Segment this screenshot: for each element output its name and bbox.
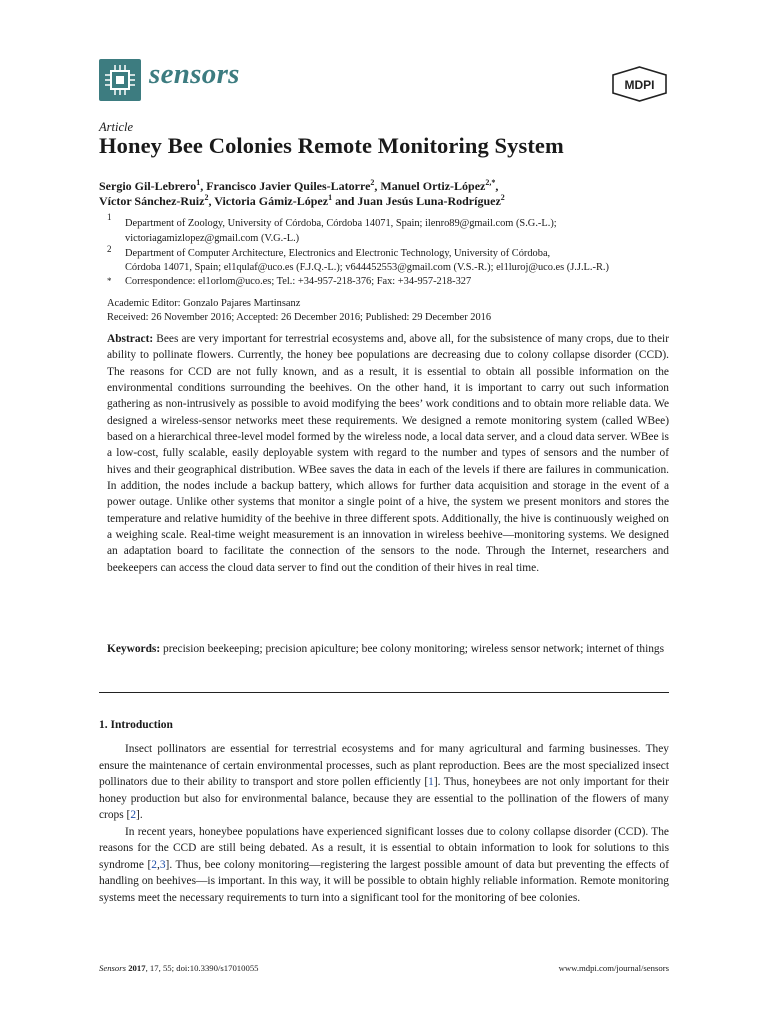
author-affiliation-mark: 2 bbox=[370, 178, 375, 187]
abstract-text: Bees are very important for terrestrial ecosystems and, above all, for the subsistence of many crops, due to their ability to pollinate flowers. Currently, the honey bee populations are decreasing due to colony collapse disorder (CCD). The reasons for CCD are not fully known, and as a result, it is essential to obtain all possible information on the environmental conditions surrounding the beehives. On the other hand, it is important to carry out such information gathering as non-intrusively as possible to avoid modifying the bees’ work conditions and to obtain more reliable data. We designed a wireless-sensor networks meet these requirements. We designed a remote monitoring system (called WBee) based on a hierarchical three-level model formed by the wireless node, a local data server, and a cloud data server. WBee is a low-cost, fully scalable, easily deployable system with regard to the number and types of sensors and the number of hives and their geographical distribution. WBee saves the data in each of the levels if there are failures in communication. In addition, the nodes include a backup battery, which allows for further data acquisition and storage in the event of a power outage. Unlike other systems that monitor a single point of a hive, the system we present monitors and stores the temperature and relative humidity of the beehive in three different spots. Additionally, the hive is continuously weighed on a weighing scale. Real-time weight measurement is an innovation in wireless beehive—monitoring systems. We designed an adaptation board to facilitate the connection of the sensors to the node. Through the Internet, researchers and beekeepers can access the cloud data server to find out the condition of their hives in real time. bbox=[107, 333, 669, 574]
footer-doi: , 17, 55; doi:10.3390/s17010055 bbox=[145, 963, 259, 973]
section-heading: 1. Introduction bbox=[99, 719, 173, 731]
paragraph-text: In recent years, honeybee populations have experienced significant losses due to colony collapse disorder (CCD). The reasons for the CCD are still being debated. As a result, it is essential to obtain information to look for solutions to this syndrome [ bbox=[99, 825, 669, 871]
paragraph-text: Insect pollinators are essential for terrestrial ecosystems and for many agricultural and farming businesses. They ensure the maintenance of certain environmental processes, such as plant reproduction. Bees are the most specialized insect pollinators due to their ability to transport and store pollen efficiently [ bbox=[99, 743, 669, 788]
affiliation-line: victoriagamizlopez@gmail.com (V.G.-L.) bbox=[125, 233, 300, 244]
author-affiliation-mark: 2 bbox=[500, 193, 505, 202]
author-name: Víctor Sánchez-Ruiz bbox=[99, 194, 205, 208]
author-affiliation-mark: 2 bbox=[204, 193, 209, 202]
academic-editor: Academic Editor: Gonzalo Pajares Martinsanz bbox=[107, 298, 301, 309]
author-line-1 bbox=[99, 178, 498, 194]
divider bbox=[99, 692, 669, 693]
keywords-label: Keywords: bbox=[107, 643, 161, 655]
publication-dates: Received: 26 November 2016; Accepted: 26 December 2016; Published: 29 December 2016 bbox=[107, 312, 492, 323]
paragraph-text: ]. Thus, honeybees are not only important for their honey production but also for environmental balance, because they are essential to the pollination of the flowers of many crops [ bbox=[99, 776, 669, 821]
affiliation-line: Department of Zoology, University of Córdoba, Córdoba 14071, Spain; ilenro89@gmail.com (S.G.-L.); bbox=[125, 218, 557, 229]
footer-url[interactable]: www.mdpi.com/journal/sensors bbox=[558, 963, 669, 973]
author-name: , Victoria Gámiz-López bbox=[208, 194, 329, 208]
citation-separator: , bbox=[156, 858, 160, 871]
author-affiliation-mark: 2,* bbox=[485, 178, 496, 187]
abstract-label: Abstract: bbox=[107, 333, 154, 345]
abstract bbox=[107, 331, 669, 576]
citation-link[interactable]: 1 bbox=[428, 776, 434, 788]
article-type: Article bbox=[99, 120, 134, 134]
author-affiliation-mark: 1 bbox=[328, 193, 333, 202]
journal-logo-icon bbox=[99, 59, 141, 101]
affiliation-line: Córdoba 14071, Spain; el1qulaf@uco.es (F.J.Q.-L.); v644452553@gmail.com (V.S.-R.); el1luroj@uco.es (J.J.L.-R.) bbox=[125, 262, 609, 273]
author-affiliation-mark: 1 bbox=[196, 178, 201, 187]
citation-link[interactable]: 3 bbox=[159, 858, 166, 871]
paragraph-text: ]. bbox=[136, 809, 143, 821]
paragraph bbox=[99, 824, 669, 907]
paragraph-text: ]. Thus, bee colony monitoring—registering the largest possible amount of data but preventing the effects of handling on beehives—is important. In this way, it will be possible to obtain highly reliable information. Remote monitoring systems meet the necessary requirements to turn into a significant tool for the monitoring of bee colonies. bbox=[99, 858, 669, 904]
publisher-logo-icon bbox=[611, 66, 668, 102]
journal-name: sensors bbox=[149, 58, 240, 90]
author-name: , Francisco Javier Quiles-Latorre bbox=[200, 179, 371, 193]
citation-link[interactable]: 2 bbox=[151, 858, 157, 871]
author-name: Sergio Gil-Lebrero bbox=[99, 179, 197, 193]
footer-journal: Sensors bbox=[99, 963, 127, 973]
citation-link[interactable]: 2 bbox=[130, 809, 137, 821]
correspondence-line: Correspondence: el1orlom@uco.es; Tel.: +34-957-218-376; Fax: +34-957-218-327 bbox=[125, 276, 472, 287]
paper-title: Honey Bee Colonies Remote Monitoring System bbox=[99, 133, 564, 158]
footer-citation bbox=[99, 963, 259, 973]
keywords bbox=[107, 641, 669, 657]
section-body bbox=[99, 741, 669, 906]
correspondence-mark: * bbox=[107, 276, 112, 286]
affiliation-line: Department of Computer Architecture, Electronics and Electronic Technology, University of Córdoba, bbox=[125, 248, 551, 259]
publisher-name: MDPI bbox=[624, 78, 655, 92]
author-name: and Juan Jesús Luna-Rodríguez bbox=[332, 194, 501, 208]
paragraph bbox=[99, 741, 669, 824]
affiliation-number: 2 bbox=[107, 244, 112, 254]
keywords-text: precision beekeeping; precision apiculture; bee colony monitoring; wireless sensor network; internet of things bbox=[160, 643, 665, 655]
affiliation-number: 1 bbox=[107, 212, 112, 222]
author-name: , Manuel Ortiz-López bbox=[374, 179, 486, 193]
footer-year: 2017 bbox=[128, 963, 146, 973]
author-line-2 bbox=[99, 193, 505, 209]
author-separator: , bbox=[495, 179, 499, 193]
